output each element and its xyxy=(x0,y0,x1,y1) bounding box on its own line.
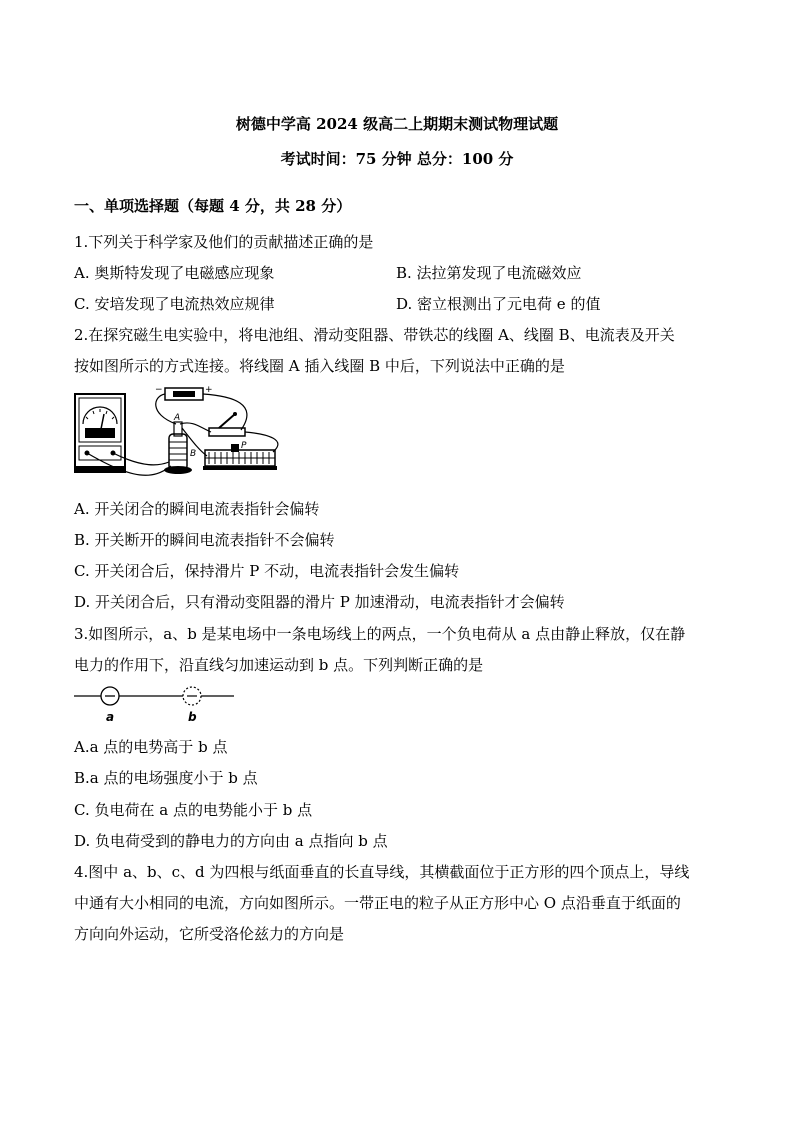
q3-option-a: A.a 点的电势高于 b 点 xyxy=(74,738,228,756)
q2-option-c: C. 开关闭合后，保持滑片 P 不动，电流表指针会发生偏转 xyxy=(74,562,460,580)
q4-stem-line1: 4.图中 a、b、c、d 为四根与纸面垂直的长直导线，其横截面位于正方形的四个顶点上，导线 xyxy=(74,863,690,881)
q2-option-b: B. 开关断开的瞬间电流表指针不会偏转 xyxy=(74,531,335,549)
q3-option-c: C. 负电荷在 a 点的电势能小于 b 点 xyxy=(74,801,313,819)
coil-b-label: B xyxy=(190,449,197,459)
q2-option-d: D. 开关闭合后，只有滑动变阻器的滑片 P 加速滑动，电流表指针才会偏转 xyxy=(74,593,565,611)
q3-stem-line2: 电力的作用下，沿直线匀加速运动到 b 点。下列判断正确的是 xyxy=(74,656,484,674)
q2-stem-line2: 按如图所示的方式连接。将线圈 A 插入线圈 B 中后，下列说法中正确的是 xyxy=(74,357,565,375)
rheostat xyxy=(203,441,277,470)
q1-option-b: B. 法拉第发现了电流磁效应 xyxy=(396,264,582,282)
battery-plus-label: + xyxy=(205,385,213,395)
point-a-label: a xyxy=(106,710,115,724)
knife-switch xyxy=(209,412,245,436)
q4-stem-line2: 中通有大小相同的电流，方向如图所示。一带正电的粒子从正方形中心 O 点沿垂直于纸面的 xyxy=(74,894,681,912)
coil-assembly xyxy=(164,413,196,474)
q1-stem: 1.下列关于科学家及他们的贡献描述正确的是 xyxy=(74,233,374,251)
q3-option-d: D. 负电荷受到的静电力的方向由 a 点指向 b 点 xyxy=(74,832,388,850)
charge-at-b xyxy=(183,687,201,705)
charge-at-a xyxy=(101,687,119,705)
q2-circuit-figure xyxy=(73,384,293,478)
battery-minus-label: − xyxy=(155,385,163,395)
q2-stem-line1: 2.在探究磁生电实验中，将电池组、滑动变阻器、带铁芯的线圈 A、线圈 B、电流表及开关 xyxy=(74,326,675,344)
q3-stem-line1: 3.如图所示，a、b 是某电场中一条电场线上的两点，一个负电荷从 a 点由静止释放，仅在静 xyxy=(74,625,686,643)
exam-title: 树德中学高 2024 级高二上期期末测试物理试题 xyxy=(235,115,559,133)
q1-option-a: A. 奥斯特发现了电磁感应现象 xyxy=(74,264,275,282)
coil-a-label: A xyxy=(174,413,181,423)
q3-option-b: B.a 点的电场强度小于 b 点 xyxy=(74,769,258,787)
point-b-label: b xyxy=(188,710,197,724)
q1-option-d: D. 密立根测出了元电荷 e 的值 xyxy=(396,295,601,313)
exam-subtitle: 考试时间：75 分钟 总分：100 分 xyxy=(280,150,514,168)
q1-option-c: C. 安培发现了电流热效应规律 xyxy=(74,295,275,313)
q4-stem-line3: 方向向外运动，它所受洛伦兹力的方向是 xyxy=(74,925,345,943)
q2-option-a: A. 开关闭合的瞬间电流表指针会偏转 xyxy=(74,500,320,518)
slider-p-label: P xyxy=(241,441,247,451)
q3-field-line-figure xyxy=(72,684,242,726)
section-heading: 一、单项选择题（每题 4 分，共 28 分） xyxy=(74,197,352,215)
battery-pack xyxy=(155,385,213,400)
